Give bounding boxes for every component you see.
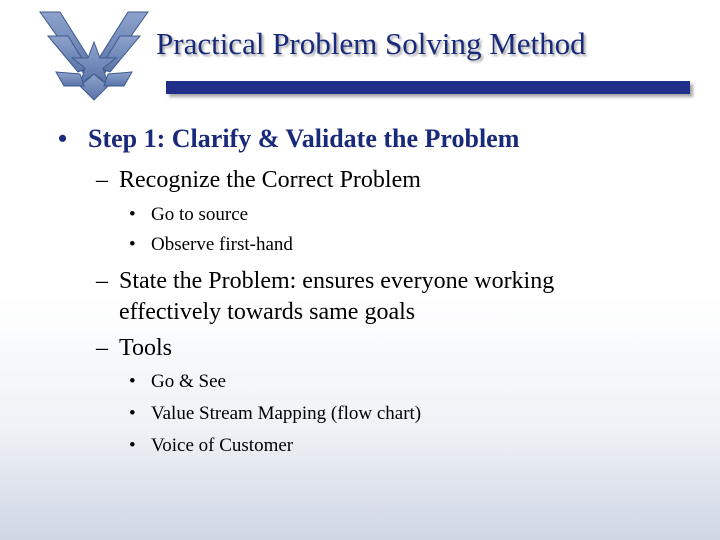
dash: –	[96, 335, 108, 361]
sub-list-item-text: Go & See	[151, 371, 226, 392]
dash: –	[96, 268, 108, 294]
slide-title: Practical Problem Solving Method	[156, 26, 586, 61]
list-item-text: Recognize the Correct Problem	[119, 167, 421, 193]
sub-list-item-text: Voice of Customer	[151, 435, 294, 456]
list-item-text: State the Problem: ensures everyone working	[119, 268, 555, 294]
sub-list-item-text: Go to source	[151, 204, 249, 225]
bullet: •	[129, 204, 136, 225]
sub-list-item-text: Observe first-hand	[151, 234, 293, 255]
bullet: •	[129, 371, 136, 392]
sub-list-item-text: Value Stream Mapping (flow chart)	[151, 403, 422, 424]
bullet: •	[58, 124, 68, 153]
bullet: •	[129, 403, 136, 424]
bullet: •	[129, 435, 136, 456]
bullet: •	[129, 234, 136, 255]
list-item-text: Tools	[119, 335, 172, 361]
step-heading-text: Step 1: Clarify & Validate the Problem	[88, 124, 520, 153]
list-item-text: effectively towards same goals	[119, 299, 416, 325]
dash: –	[96, 167, 108, 193]
